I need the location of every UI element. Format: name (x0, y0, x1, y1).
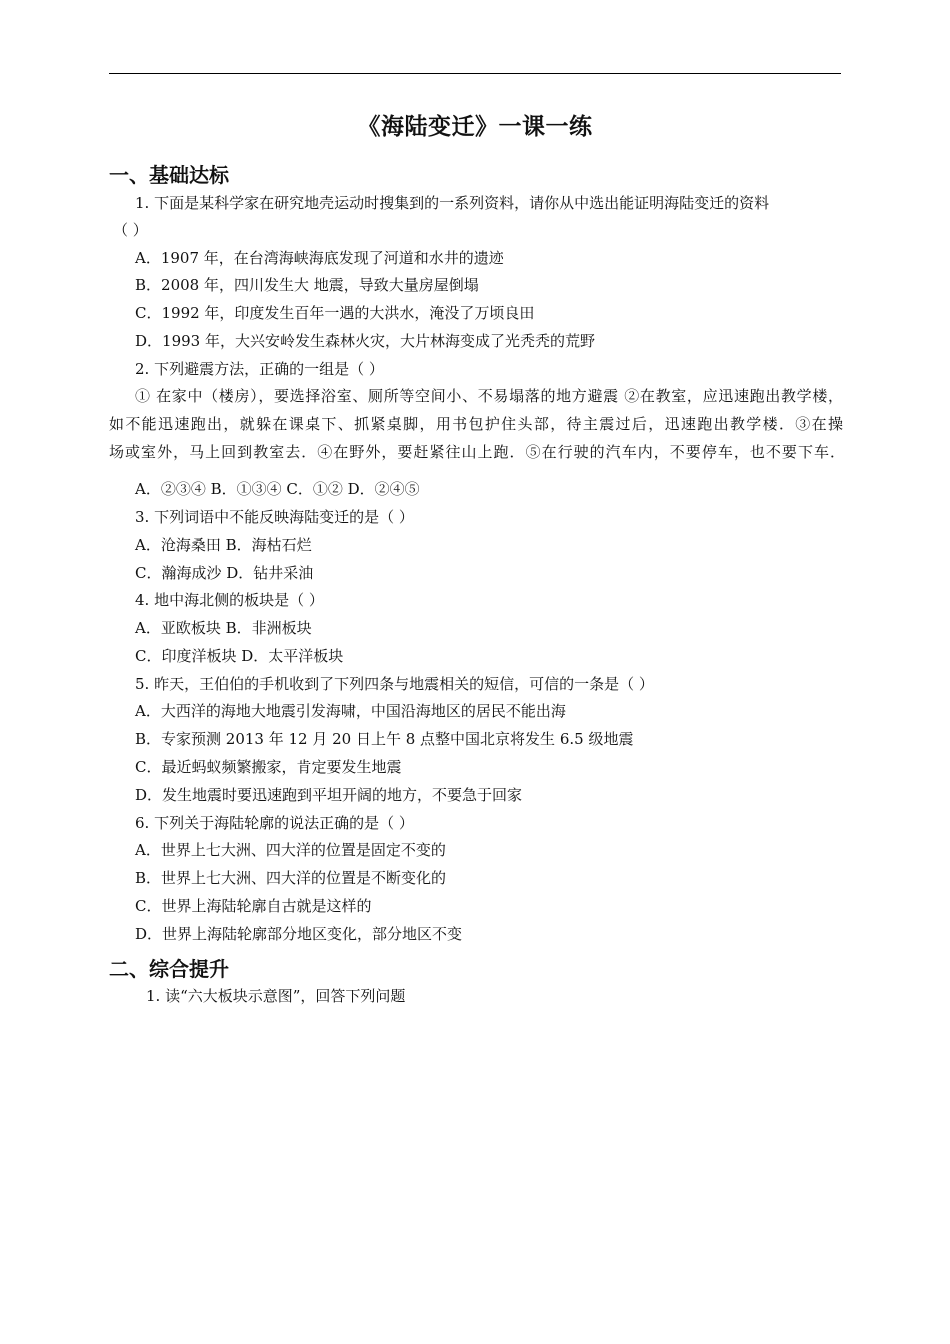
question-1-stem: 1. 下面是某科学家在研究地壳运动时搜集到的一系列资料，请你从中选出能证明海陆变迁的资料 (135, 194, 770, 212)
question-1-option-c: C．1992 年，印度发生百年一遇的大洪水，淹没了万顷良田 (135, 304, 535, 322)
question-6-option-a: A．世界上七大洲、四大洋的位置是固定不变的 (135, 841, 446, 859)
question-3-stem: 3. 下列词语中不能反映海陆变迁的是（ ） (135, 508, 414, 526)
section-heading-basic: 一、基础达标 (109, 163, 229, 187)
question-3-options-ab: A．沧海桑田 B．海枯石烂 (135, 536, 312, 554)
question-1-option-b: B．2008 年，四川发生大 地震，导致大量房屋倒塌 (135, 276, 479, 294)
question-3-options-cd: C．瀚海成沙 D．钻井采油 (135, 564, 314, 582)
question-4-options-ab: A．亚欧板块 B．非洲板块 (135, 619, 312, 637)
section-2-question-1-stem: 1. 读“六大板块示意图”，回答下列问题 (146, 987, 406, 1005)
page-title: 《海陆变迁》一课一练 (357, 114, 593, 140)
header-rule (109, 73, 841, 74)
question-4-options-cd: C．印度洋板块 D．太平洋板块 (135, 647, 344, 665)
question-5-option-a: A．大西洋的海地大地震引发海啸，中国沿海地区的居民不能出海 (135, 702, 566, 720)
question-5-stem: 5. 昨天，王伯伯的手机收到了下列四条与地震相关的短信，可信的一条是（ ） (135, 675, 654, 693)
question-5-option-b: B．专家预测 2013 年 12 月 20 日上午 8 点整中国北京将发生 6.5 级地震 (135, 730, 634, 748)
question-1-option-d: D．1993 年，大兴安岭发生森林火灾，大片林海变成了光秃秃的荒野 (135, 332, 595, 350)
question-2-stem: 2. 下列避震方法，正确的一组是（ ） (135, 360, 384, 378)
section-heading-comprehensive: 二、综合提升 (109, 957, 229, 981)
question-6-option-d: D．世界上海陆轮廓部分地区变化，部分地区不变 (135, 925, 463, 943)
question-1-blank: （ ） (113, 221, 148, 239)
question-2-text-line-2: 如不能迅速跑出，就躲在课桌下、抓紧桌脚，用书包护住头部，待主震过后，迅速跑出教学楼．③在操 (109, 415, 843, 433)
question-6-option-c: C．世界上海陆轮廓自古就是这样的 (135, 897, 372, 915)
question-5-option-d: D．发生地震时要迅速跑到平坦开阔的地方，不要急于回家 (135, 786, 523, 804)
question-2-text-line-3: 场或室外，马上回到教室去．④在野外，要赶紧往山上跑．⑤在行驶的汽车内，不要停车，也不要下车． (109, 443, 845, 461)
question-5-option-c: C．最近蚂蚁频繁搬家，肯定要发生地震 (135, 758, 402, 776)
question-2-text-line-1: ① 在家中（楼房），要选择浴室、厕所等空间小、不易塌落的地方避震 ②在教室，应迅速跑出教学楼， (135, 387, 843, 405)
question-1-option-a: A．1907 年，在台湾海峡海底发现了河道和水井的遗迹 (135, 249, 504, 267)
question-6-option-b: B．世界上七大洲、四大洋的位置是不断变化的 (135, 869, 447, 887)
question-4-stem: 4. 地中海北侧的板块是（ ） (135, 591, 324, 609)
question-6-stem: 6. 下列关于海陆轮廓的说法正确的是（ ） (135, 814, 414, 832)
question-2-options: A．②③④ B．①③④ C．①② D．②④⑤ (135, 480, 420, 498)
